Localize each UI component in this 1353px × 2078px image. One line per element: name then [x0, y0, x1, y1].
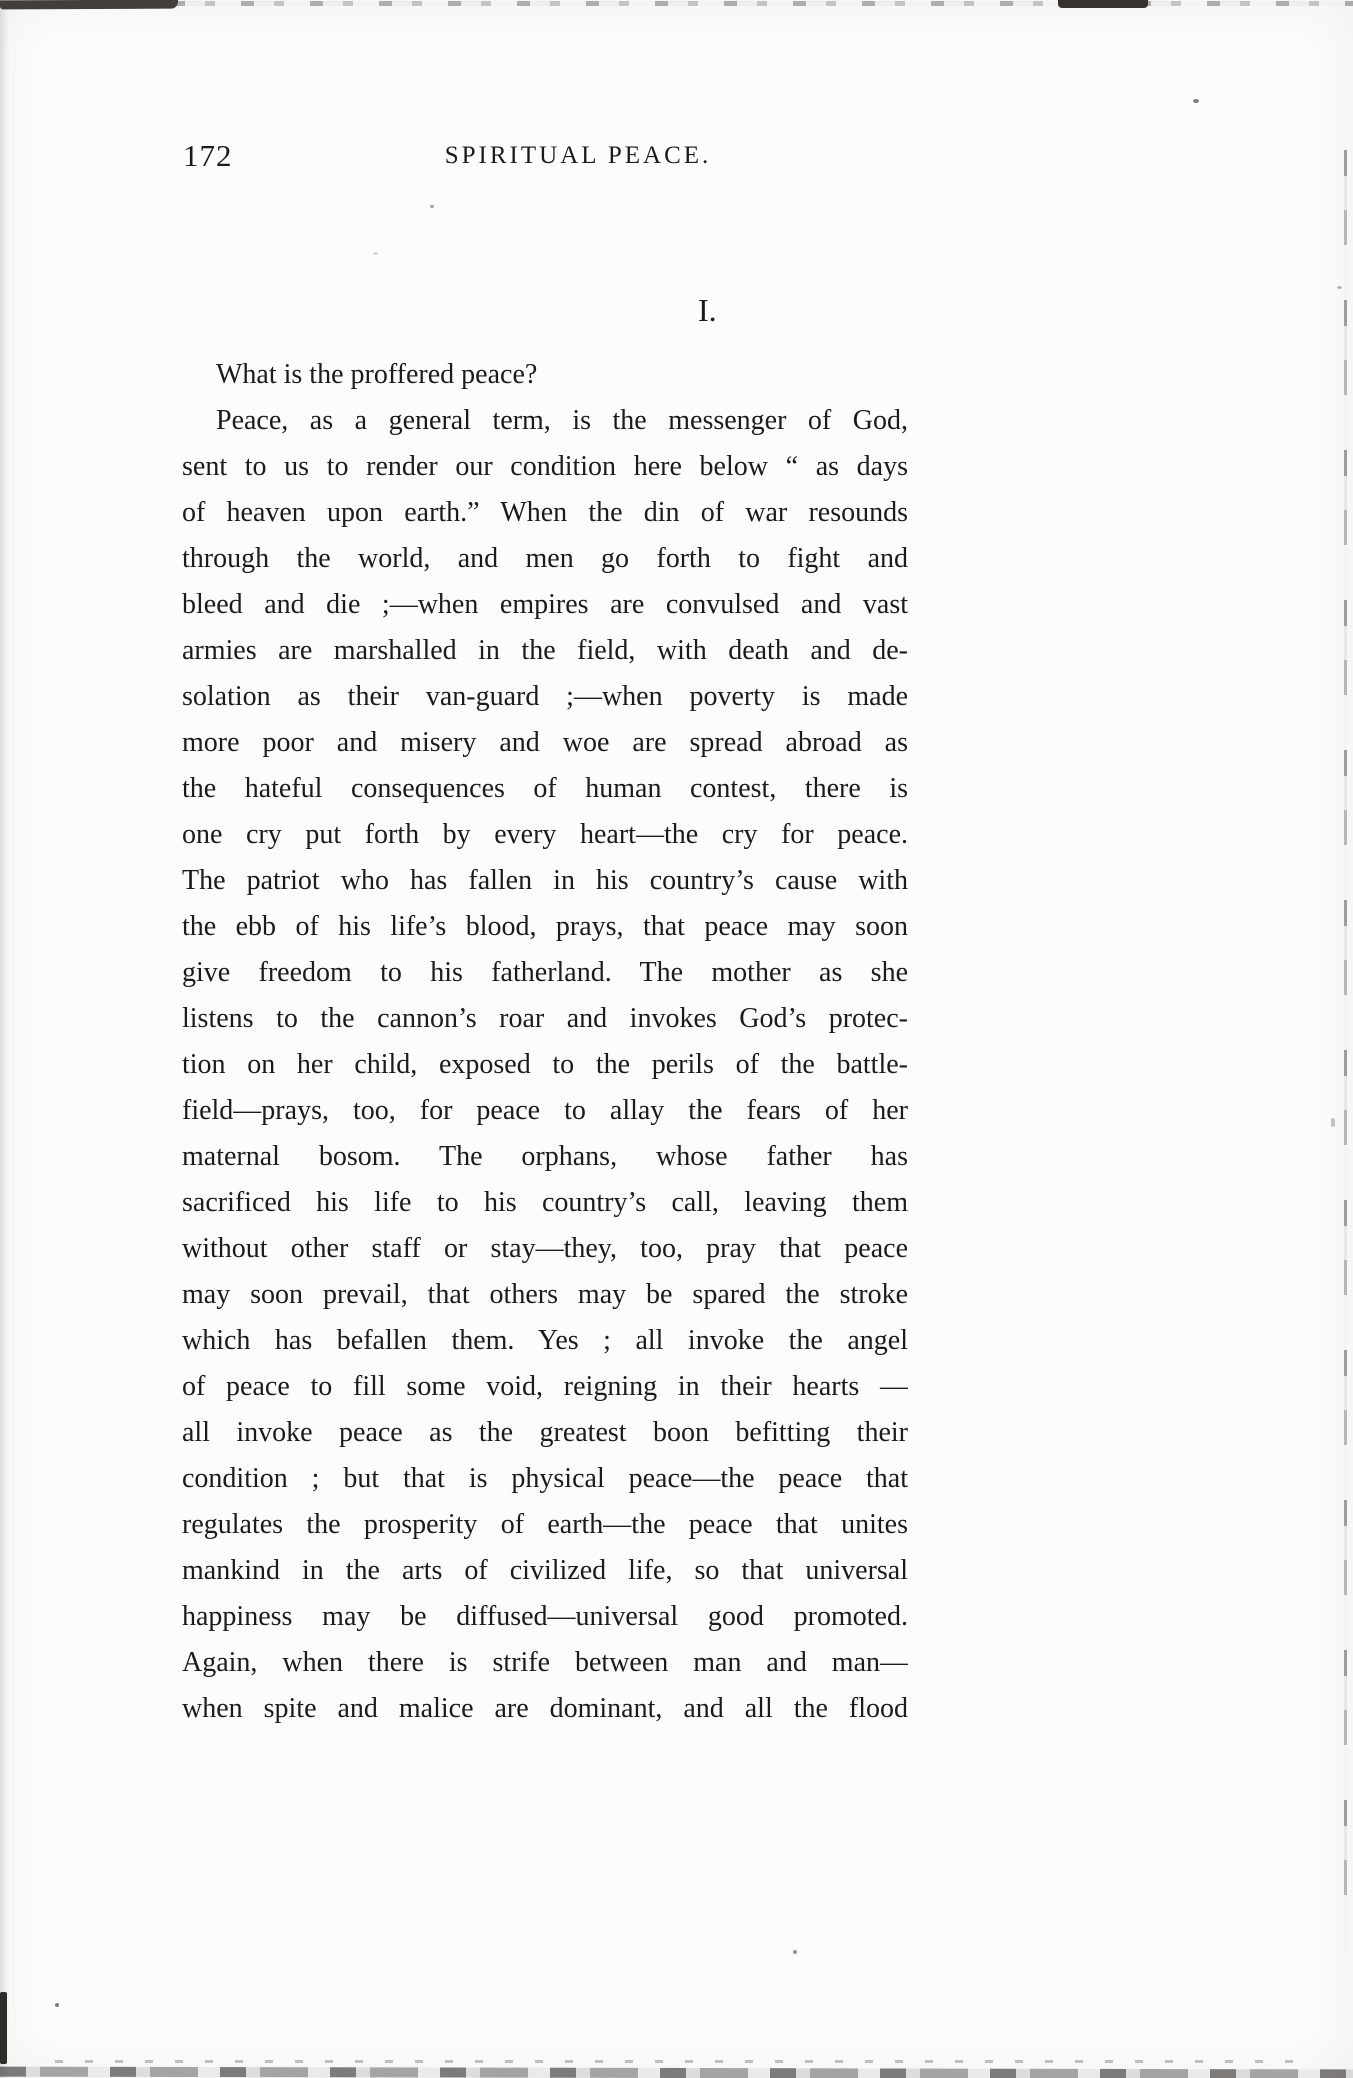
- text-line: which has befallen them. Yes ; all invoke the angel: [182, 1325, 908, 1356]
- page-header: [183, 138, 973, 178]
- text-line: the ebb of his life’s blood, prays, that peace may soon: [182, 911, 908, 942]
- text-line: sacrificed his life to his country’s call, leaving them: [182, 1187, 908, 1218]
- text-line: mankind in the arts of civilized life, so that universal: [182, 1555, 908, 1586]
- ink-speck: [373, 252, 378, 255]
- text-line: without other staff or stay—they, too, pray that peace: [182, 1233, 908, 1264]
- text-line: maternal bosom. The orphans, whose father has: [182, 1141, 908, 1172]
- text-line: tion on her child, exposed to the perils of the battle-: [182, 1049, 908, 1080]
- ink-speck: [430, 205, 434, 208]
- paragraph-opening-line: What is the proffered peace?: [216, 359, 538, 390]
- text-line: when spite and malice are dominant, and all the flood: [182, 1693, 908, 1724]
- ink-speck: [793, 1950, 797, 1954]
- text-line: happiness may be diffused—universal good promoted.: [182, 1601, 908, 1632]
- text-line: give freedom to his fatherland. The mother as she: [182, 957, 908, 988]
- text-line: bleed and die ;—when empires are convulsed and vast: [182, 589, 908, 620]
- page-number: 172: [183, 138, 233, 173]
- text-line: of heaven upon earth.” When the din of war resounds: [182, 497, 908, 528]
- text-line: all invoke peace as the greatest boon befitting their: [182, 1417, 908, 1448]
- scan-top-edge-tear: [0, 0, 178, 9]
- ink-speck: [1337, 286, 1342, 289]
- text-line: through the world, and men go forth to fight and: [182, 543, 908, 574]
- page-left-shading: [0, 0, 9, 2078]
- text-line: one cry put forth by every heart—the cry for peace.: [182, 819, 908, 850]
- text-line: regulates the prosperity of earth—the peace that unites: [182, 1509, 908, 1540]
- ink-speck: [1193, 99, 1199, 103]
- text-line: more poor and misery and woe are spread abroad as: [182, 727, 908, 758]
- text-line: may soon prevail, that others may be spared the stroke: [182, 1279, 908, 1310]
- text-line: solation as their van-guard ;—when poverty is made: [182, 681, 908, 712]
- body-text: [182, 352, 908, 1732]
- text-line: Again, when there is strife between man and man—: [182, 1647, 908, 1678]
- text-line: field—prays, too, for peace to allay the fears of her: [182, 1095, 908, 1126]
- scan-bottom-edge-speckle: [0, 2067, 1353, 2078]
- text-line: the hateful consequences of human contest, there is: [182, 773, 908, 804]
- text-line: listens to the cannon’s roar and invokes God’s protec-: [182, 1003, 908, 1034]
- running-head: SPIRITUAL PEACE.: [444, 142, 712, 169]
- scan-bottom-dotted-line: [55, 2060, 1315, 2063]
- ink-speck: [1331, 1118, 1335, 1127]
- page-edge-crease: [1344, 150, 1347, 1950]
- text-line: Peace, as a general term, is the messenger of God,: [216, 405, 908, 436]
- text-line: condition ; but that is physical peace—the peace that: [182, 1463, 908, 1494]
- text-line: of peace to fill some void, reigning in their hearts —: [182, 1371, 908, 1402]
- text-line: sent to us to render our condition here below “ as days: [182, 451, 908, 482]
- section-heading: I.: [698, 292, 717, 328]
- text-line: armies are marshalled in the field, with death and de-: [182, 635, 908, 666]
- scan-top-edge-chunk: [1058, 0, 1148, 8]
- text-line: The patriot who has fallen in his country’s cause with: [182, 865, 908, 896]
- scan-left-edge-mark: [0, 1992, 7, 2064]
- paragraph-lines: [182, 398, 908, 1732]
- scan-top-edge-speckle: [172, 1, 1353, 6]
- ink-speck: [55, 2003, 59, 2007]
